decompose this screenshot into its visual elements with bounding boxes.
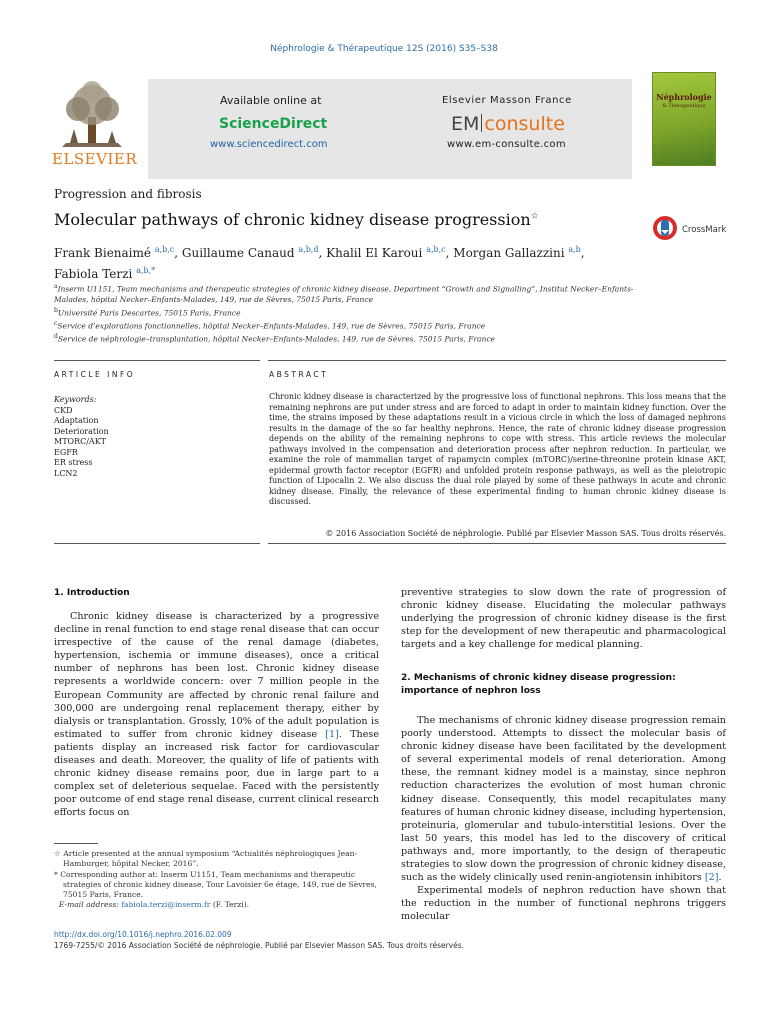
affiliation-text: Université Paris Descartes, 75015 Paris, France bbox=[57, 308, 241, 317]
available-online-label: Available online at bbox=[220, 94, 322, 107]
intro-continued: preventive strategies to slow down the rate of progression of chronic kidney disease. Elucidating the molecular pathways underlying the progression of chronic kidney disease is the first step for the development of new therapeutic and pharmacological targets and a key challenge for medical planning. bbox=[401, 587, 726, 651]
section2-heading: 2. Mechanisms of chronic kidney disease progression: importance of nephron loss bbox=[401, 673, 676, 696]
affiliation-mark: a bbox=[54, 283, 58, 290]
keyword-item: MTORC/AKT bbox=[54, 437, 107, 446]
author-name: Morgan Gallazzini bbox=[453, 246, 569, 260]
issn-copyright-line: 1769-7255/© 2016 Association Société de néphrologie. Publié par Elsevier Masson SAS. Tous droits réservés. bbox=[54, 941, 465, 950]
sciencedirect-link[interactable]: www.sciencedirect.com bbox=[210, 139, 328, 150]
paragraph-text: . These patients display an increased risk factor for cardiovascular diseases and death. Moreover, the quality of life of patients with chronic kidney disease remains poor, due in large part to a complex set of deleterious sequelae. Faced with the persistently poor outcome of end stage renal disease, current clinical research efforts focus on bbox=[54, 728, 379, 819]
affiliation-item bbox=[54, 306, 644, 319]
affiliation-text: Inserm U1151, Team mechanisms and therapeutic strategies of chronic kidney disease, Department “Growth and Signalling”, Institut Necker–Enfants-Malades, hôpital Necker–Enfants-Malades, 149, rue de Sèvres, 75015 Paris, France bbox=[54, 284, 634, 304]
keyword-item: EGFR bbox=[54, 447, 78, 457]
footnote-item bbox=[54, 849, 379, 870]
cover-subtitle: & Thérapeutique bbox=[662, 103, 706, 109]
intro-body bbox=[54, 610, 379, 820]
footnote-text: Corresponding author at: Inserm U1151, Team mechanisms and therapeutic strategies of chronic kidney disease, Tour Lavoisier 6e étage, 149, rue de Sèvres, 75015 Paris, France. bbox=[60, 869, 377, 900]
divider bbox=[268, 360, 726, 361]
title-footnote-mark[interactable]: ☆ bbox=[530, 211, 539, 222]
section2-paragraph: Experimental models of nephron reduction have shown that the reduction in the number of functional nephrons triggers molecular bbox=[401, 885, 726, 923]
paragraph-text: The mechanisms of chronic kidney disease progression remain poorly understood. Attempts to dissect the molecular basis of chronic kidney disease have been facilitated by the development of several experimental models of renal deterioration. Among these, the remnant kidney model is a mainstay, since nephron reduction characterizes the evolution of most human chronic kidney disease. Consequently, this model recapitulates many features of human chronic kidney disease, including hypertension, proteinuria, glomerular and tubulo-interstitial lesions. Over the last 50 years, this model has led to the discovery of critical pathways and, more importantly, to the design of therapeutic strategies to slow down the progression of chronic kidney disease, such as the widely clinically used renin-angiotensin inhibitors bbox=[401, 715, 726, 884]
abstract-copyright: © 2016 Association Société de néphrologie. Publié par Elsevier Masson SAS. Tous droits réservés. bbox=[325, 529, 726, 538]
elsevier-wordmark: ELSEVIER bbox=[52, 150, 138, 168]
affiliation-item bbox=[54, 319, 644, 332]
author-name: Guillaume Canaud bbox=[181, 246, 299, 260]
abstract-text: Chronic kidney disease is characterized by the progressive loss of functional nephrons. This loss means that the remaining nephrons are put under stress and are forced to adapt in order to maintain kidney function. Over the time, the strains imposed by these adaptations result in a vicious circle in which the loss of damaged nephrons results in the damage of the so far healthy nephrons. Hence, the rate of chronic kidney disease progression depends on the ability of the remaining nephrons to cope with stress. This article reviews the molecular pathways involved in the compensation and deterioration process after nephron reduction. In particular, we examine the role of mammalian target of rapamycin complex (mTORC)/serine-threonine protein kinase AKT, epidermal growth factor receptor (EGFR) and unfolded protein response pathways, as well as the pleiotropic function of Lipocalin 2. We also discuss the dual role played by some of these pathways in acute and chronic kidney disease. Finally, the relevance of these experimental finding to human chronic kidney disease is discussed. bbox=[269, 392, 726, 506]
author-separator: , bbox=[580, 246, 585, 260]
author-separator: , bbox=[318, 246, 327, 260]
email-link[interactable]: fabiola.terzi@inserm.fr bbox=[121, 900, 211, 910]
author-separator: , bbox=[445, 246, 454, 260]
article-title-text: Molecular pathways of chronic kidney disease progression bbox=[54, 210, 531, 229]
author-affiliation-marks[interactable]: a,b,c bbox=[154, 245, 175, 254]
affiliation-mark: b bbox=[54, 306, 58, 314]
em-publisher-label: Elsevier Masson France bbox=[442, 95, 572, 106]
abstract-heading: ABSTRACT bbox=[269, 370, 329, 379]
keyword-item: ER stress bbox=[54, 458, 93, 467]
intro-paragraph bbox=[54, 610, 379, 820]
keyword-item: Adaptation bbox=[54, 416, 99, 425]
article-info-heading: ARTICLE INFO bbox=[54, 370, 136, 379]
divider bbox=[54, 543, 260, 544]
author-separator: , bbox=[174, 246, 182, 260]
affiliation-list bbox=[54, 282, 644, 345]
citation-link[interactable]: [1] bbox=[325, 728, 339, 740]
affiliation-text: Service de néphrologie–transplantation, hôpital Necker–Enfants-Malades, 149, rue de Sèvres, 75015 Paris, France bbox=[57, 334, 495, 343]
em-logo-divider bbox=[481, 114, 482, 132]
paragraph-text: Chronic kidney disease is characterized by a progressive decline in renal function to end stage renal disease that can occur irrespective of the cause of the renal damage (diabetes, hypertension, ischemia or immune diseases), once a critical number of nephrons has been lost. Chronic kidney disease represents a worldwide concern: over 7 million people in the European Community are affected by chronic renal failure and 300,000 are undergoing renal replacement therapy, either by dialysis or transplantation. Grossly, 10% of the adult population is estimated to suffer from chronic kidney disease bbox=[54, 611, 379, 740]
keyword-item: Deterioration bbox=[54, 426, 109, 436]
divider bbox=[54, 360, 260, 361]
footnote-divider bbox=[54, 843, 98, 844]
affiliation-text: Service d’explorations fonctionnelles, hôpital Necker–Enfants-Malades, 149, rue de Sèvres, 75015 Paris, France bbox=[57, 321, 486, 330]
cover-title: Néphrologie bbox=[656, 92, 712, 102]
footnote-text: Article presented at the annual symposium “Actualités néphrologiques Jean-Hamburger, hôpital Necker, 2016”. bbox=[63, 849, 358, 869]
footnote-item bbox=[54, 870, 379, 901]
intro-heading: 1. Introduction bbox=[54, 588, 130, 598]
footnote-mark: ☆ bbox=[54, 849, 61, 858]
author-name: Fabiola Terzi bbox=[54, 267, 137, 281]
em-consulte-link[interactable]: www.em-consulte.com bbox=[447, 139, 566, 150]
keyword-item: CKD bbox=[54, 405, 73, 415]
journal-citation-link[interactable]: Néphrologie & Thérapeutique 12S (2016) S35–S38 bbox=[270, 44, 498, 54]
affiliation-mark: c bbox=[54, 319, 58, 327]
em-consulte-logo[interactable] bbox=[451, 113, 565, 135]
email-suffix: (F. Terzi). bbox=[210, 900, 250, 910]
em-logo-right: consulte bbox=[484, 113, 565, 135]
author-affiliation-marks[interactable]: a,b,c bbox=[426, 245, 446, 254]
email-label: E-mail address: bbox=[58, 900, 119, 910]
crossmark-icon[interactable] bbox=[652, 215, 678, 241]
doi-link[interactable]: http://dx.doi.org/10.1016/j.nephro.2016.02.009 bbox=[54, 930, 232, 939]
affiliation-item bbox=[54, 282, 644, 306]
keywords-label: Keywords: bbox=[54, 395, 97, 404]
footnote-mark: * bbox=[54, 869, 58, 879]
author-name: Frank Bienaimé bbox=[54, 246, 155, 260]
affiliation-item bbox=[54, 332, 644, 345]
footnotes bbox=[54, 849, 379, 911]
author-name: Khalil El Karoui bbox=[326, 246, 427, 260]
article-section-label: Progression and fibrosis bbox=[54, 187, 202, 201]
author-affiliation-marks[interactable]: a,b,* bbox=[136, 266, 156, 275]
section2-paragraph bbox=[401, 714, 726, 884]
article-title bbox=[54, 210, 539, 229]
citation-link[interactable]: [2] bbox=[704, 872, 719, 884]
em-logo-left: EM bbox=[451, 113, 480, 135]
keywords-block bbox=[54, 395, 254, 479]
author-affiliation-marks[interactable]: a,b,d bbox=[298, 245, 319, 254]
paragraph-text: . bbox=[718, 872, 722, 884]
journal-cover-thumbnail[interactable] bbox=[652, 72, 716, 166]
author-affiliation-marks[interactable]: a,b bbox=[568, 245, 581, 254]
section2-body bbox=[401, 714, 726, 924]
author-list bbox=[54, 241, 694, 283]
crossmark-label[interactable]: CrossMark bbox=[682, 225, 727, 235]
keyword-item: LCN2 bbox=[54, 468, 78, 478]
footnote-email-line bbox=[54, 900, 379, 910]
affiliation-mark: d bbox=[54, 332, 58, 340]
sciencedirect-logo[interactable]: ScienceDirect bbox=[219, 116, 328, 132]
divider bbox=[268, 543, 726, 544]
